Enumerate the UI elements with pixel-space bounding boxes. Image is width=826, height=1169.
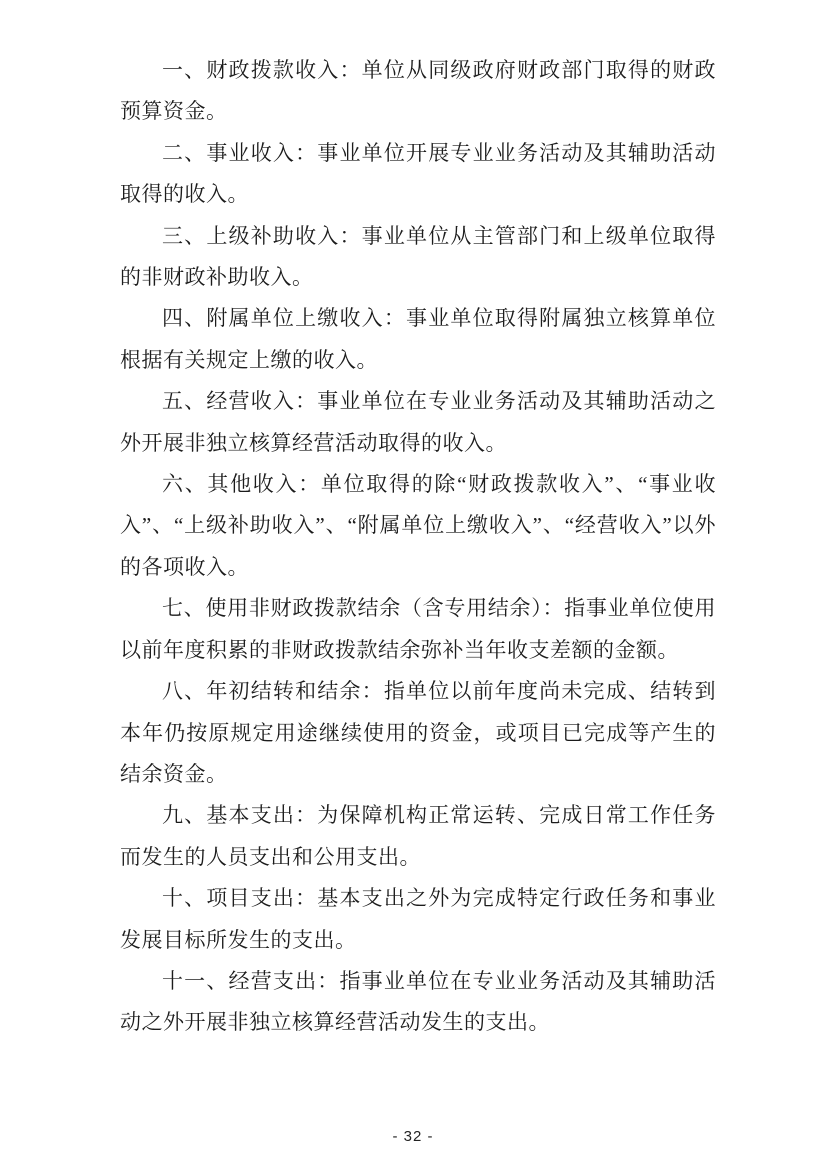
paragraph-operational-income: 二、事业收入：事业单位开展专业业务活动及其辅助活动取得的收入。: [120, 140, 716, 207]
paragraph-fiscal-appropriation-income: 一、财政拨款收入：单位从同级政府财政部门取得的财政预算资金。: [120, 58, 716, 124]
paragraph-affiliated-unit-remittance-income: 四、附属单位上缴收入：事业单位取得附属独立核算单位根据有关规定上缴的收入。: [120, 306, 716, 372]
paragraph-superior-subsidy-income: 三、上级补助收入：事业单位从主管部门和上级单位取得的非财政补助收入。: [120, 223, 716, 290]
paragraph-basic-expenditure: 九、基本支出：为保障机构正常运转、完成日常工作任务而发生的人员支出和公用支出。: [120, 803, 716, 869]
paragraph-other-income: 六、其他收入：单位取得的除“财政拨款收入”、“事业收入”、“上级补助收入”、“附属单位上缴收入”、“经营收入”以外的各项收入。: [120, 472, 716, 579]
paragraph-year-begin-carryover-surplus: 八、年初结转和结余：指单位以前年度尚未完成、结转到本年仍按原规定用途继续使用的资金，或项目已完成等产生的结余资金。: [120, 679, 716, 786]
paragraph-operating-expenditure: 十一、经营支出：指事业单位在专业业务活动及其辅助活动之外开展非独立核算经营活动发生的支出。: [120, 968, 716, 1035]
document-body: [120, 50, 716, 1044]
page-number: - 32 -: [392, 1128, 434, 1145]
paragraph-business-operation-income: 五、经营收入：事业单位在专业业务活动及其辅助活动之外开展非独立核算经营活动取得的收入。: [120, 389, 716, 455]
paragraph-project-expenditure: 十、项目支出：基本支出之外为完成特定行政任务和事业发展目标所发生的支出。: [120, 886, 716, 952]
paragraph-non-fiscal-carryover-usage: 七、使用非财政拨款结余（含专用结余）：指事业单位使用以前年度积累的非财政拨款结余弥补当年收支差额的金额。: [120, 596, 716, 662]
